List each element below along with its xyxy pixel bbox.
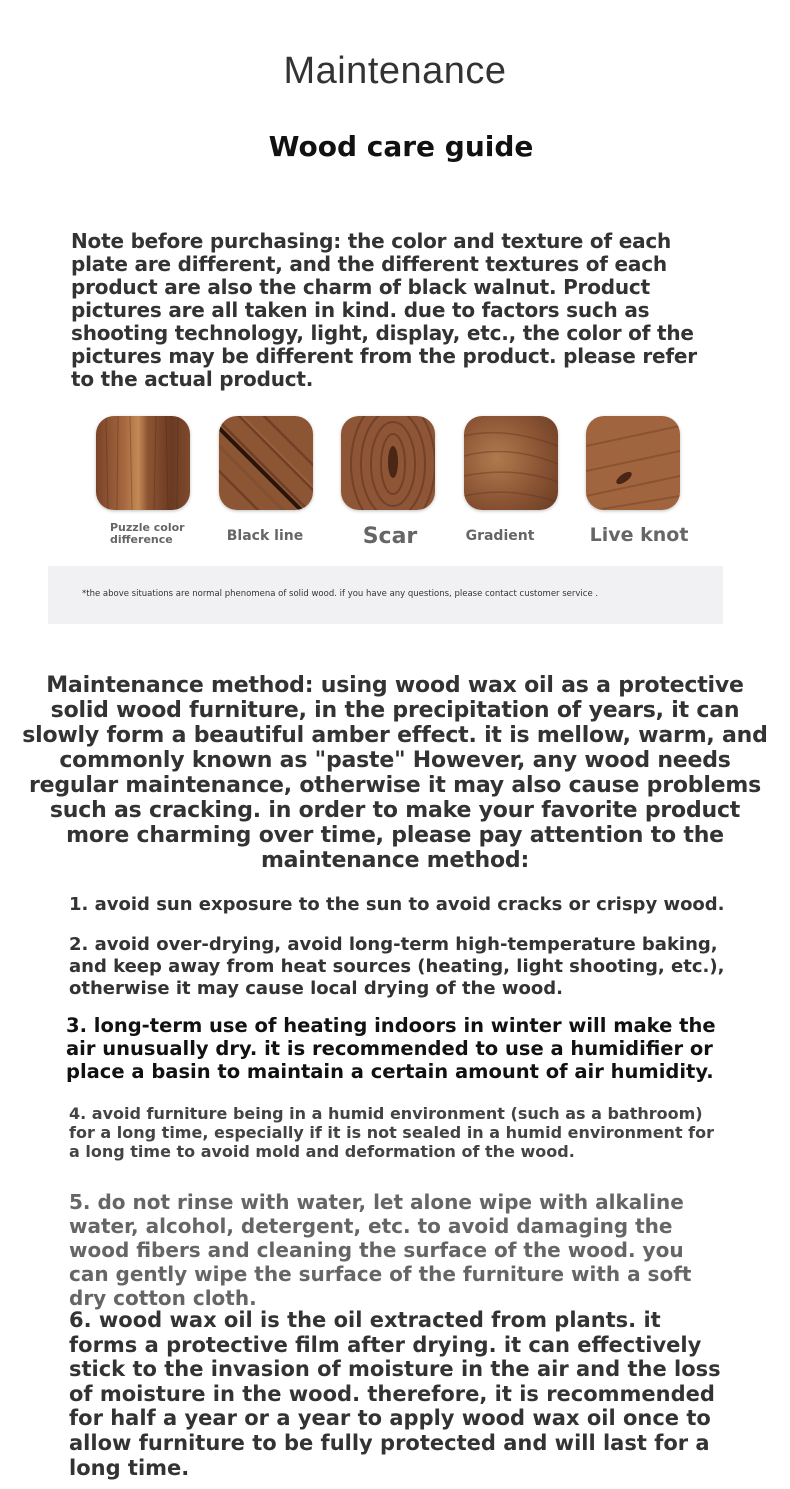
tip-1: 1. avoid sun exposure to the sun to avoid cracks or crispy wood. [69,894,725,915]
tip-5: 5. do not rinse with water, let alone wipe with alkaline water, alcohol, detergent, etc. to avoid damaging the wood fibers and cleaning the surface of the wood. you can gently wipe the surface of the furniture with a soft dry cotton cloth. [69,1190,692,1310]
maintenance-method: Maintenance method: using wood wax oil as a protective solid wood furniture, in the precipitation of years, it can slowly form a beautiful amber effect. it is mellow, warm, and commonly known as "paste" However, any wood needs regular maintenance, otherwise it may also cause problems such as cracking. in order to make your favorite product more charming over time, please pay attention to the maintenance method: [22,673,768,873]
swatch-label-gradient: Gradient [465,528,535,544]
swatch-label-live-knot: Live knot [589,524,689,546]
page-subtitle: Wood care guide [268,130,534,163]
gradient-wood-icon [464,416,558,510]
notice-text: *the above situations are normal phenomena of solid wood. if you have any questions, please contact customer service . [82,589,599,599]
tip-4: 4. avoid furniture being in a humid environment (such as a bathroom) for a long time, especially if it is not sealed in a humid environment for a long time to avoid mold and deformation of the wood. [69,1104,714,1161]
puzzle-color-wood-icon [96,416,190,510]
purchase-note: Note before purchasing: the color and texture of each plate are different, and the different textures of each product are also the charm of black walnut. Product pictures are all taken in kind. due to factors such as shooting technology, light, display, etc., the color of the pictures may be different from the product. please refer to the actual product. [71,229,697,391]
page-title: Maintenance [283,50,507,92]
tip-2: 2. avoid over-drying, avoid long-term high-temperature baking, and keep away from heat sources (heating, light shooting, etc.), otherwise it may cause local drying of the wood. [69,934,725,999]
scar-wood-icon [341,416,435,510]
swatch-label-scar: Scar [362,524,418,549]
tip-3: 3. long-term use of heating indoors in winter will make the air unusually dry. it is recommended to use a humidifier or place a basin to maintain a certain amount of air humidity. [66,1014,716,1083]
tip-6: 6. wood wax oil is the oil extracted from plants. it forms a protective film after drying. it can effectively stick to the invasion of moisture in the air and the loss of moisture in the wood. therefore, it is recommended for half a year or a year to apply wood wax oil once to allow furniture to be fully protected and will last for a long time. [69,1308,721,1480]
swatch-label-black-line: Black line [226,528,304,544]
swatch-label-puzzle: Puzzle color difference [110,521,185,546]
live-knot-wood-icon [586,416,680,510]
black-line-wood-icon [219,416,313,510]
